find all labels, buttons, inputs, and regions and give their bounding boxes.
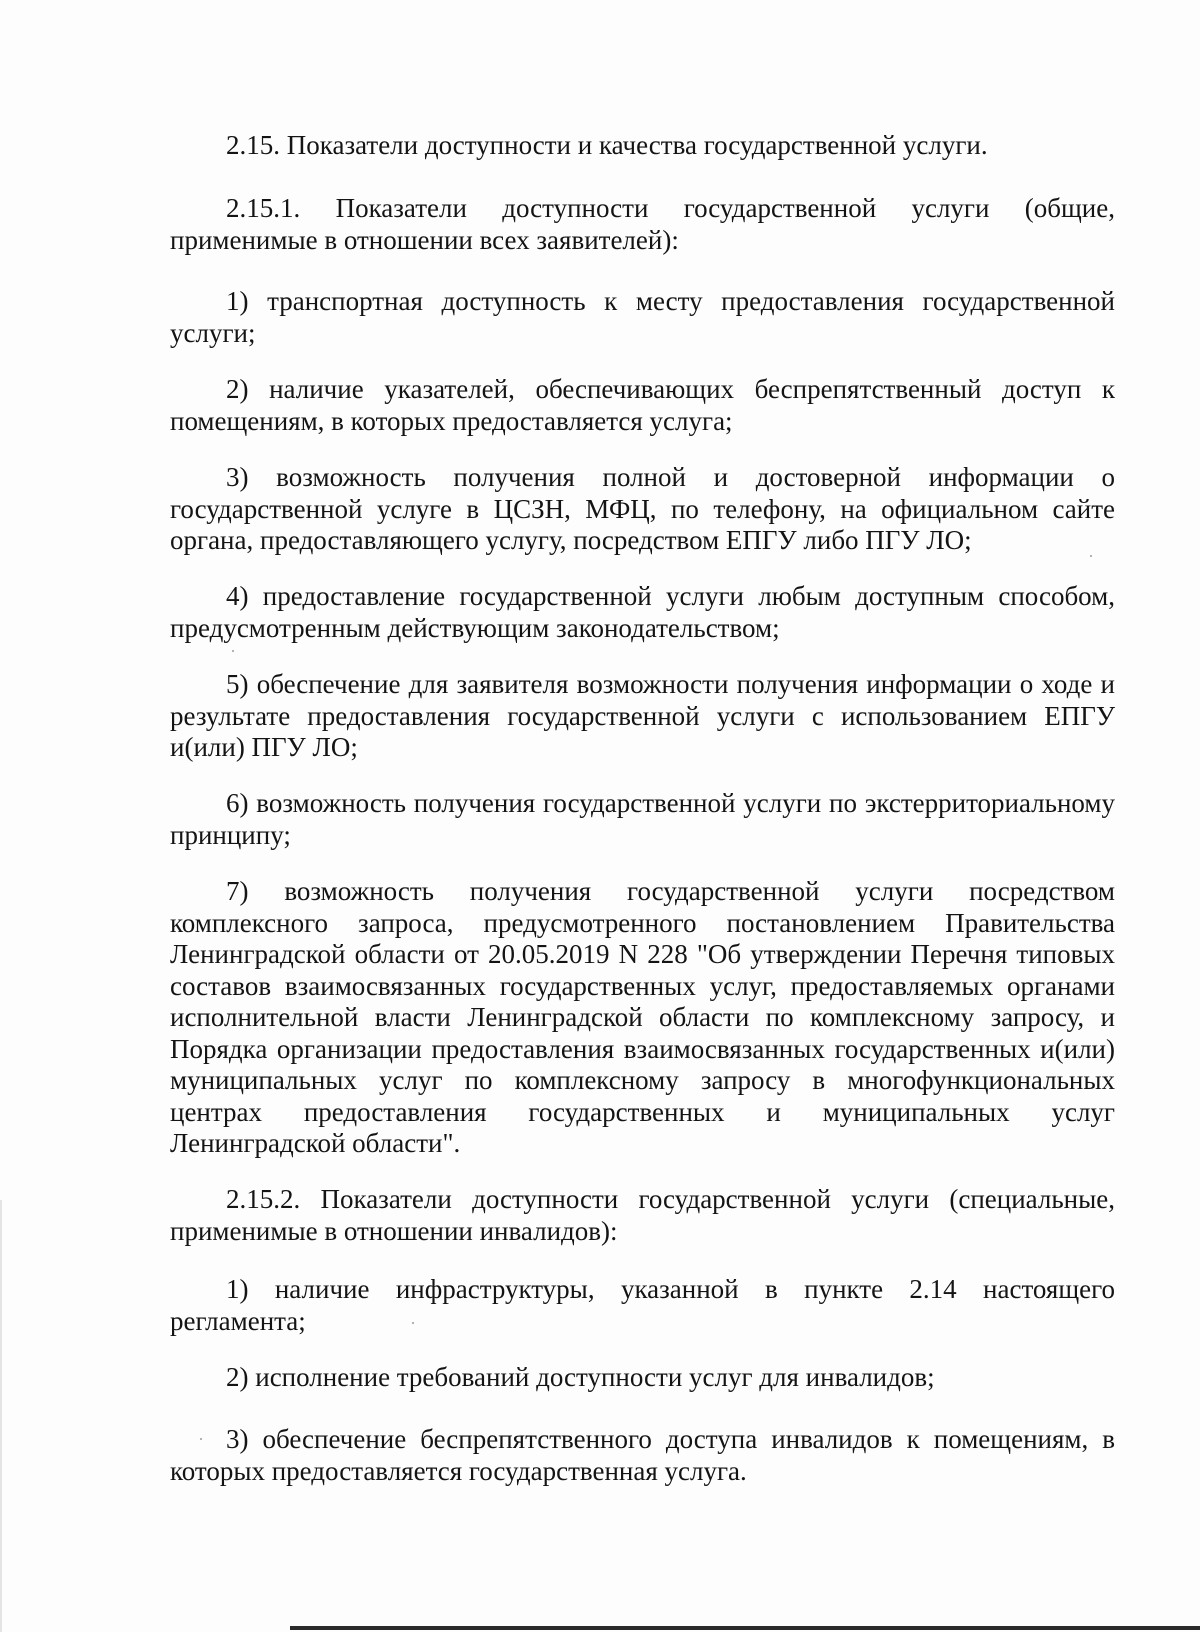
list-item-3-information: 3) возможность получения полной и достоверной информации о государственной услуге в ЦСЗН, МФЦ, по телефону, на официальном сайте органа, предоставляющего услугу, посредством ЕПГУ либо ПГУ ЛО; [170,462,1115,555]
list-item-4-any-method: 4) предоставление государственной услуги любым доступным способом, предусмотренным действующим законодательством; [170,581,1115,643]
scan-speck [1090,555,1092,557]
section-heading-2-15: 2.15. Показатели доступности и качества государственной услуги. [226,130,988,160]
list-item-3-unobstructed-access: 3) обеспечение беспрепятственного доступа инвалидов к помещениям, в которых предоставляется государственная услуга. [170,1424,1115,1486]
subsection-2-15-1: 2.15.1. Показатели доступности государственной услуги (общие, применимые в отношении всех заявителей): [170,193,1115,255]
scan-edge-left [0,1200,2,1632]
list-item-5-progress-info: 5) обеспечение для заявителя возможности получения информации о ходе и результате предоставления государственной услуги с использованием ЕПГУ и(или) ПГУ ЛО; [170,669,1115,762]
scan-speck [412,1322,414,1324]
list-item-2-requirements: 2) исполнение требований доступности услуг для инвалидов; [226,1362,935,1392]
subsection-2-15-2: 2.15.2. Показатели доступности государственной услуги (специальные, применимые в отношении инвалидов): [170,1184,1115,1246]
scan-edge-bottom [290,1626,1200,1630]
list-item-1-infrastructure: 1) наличие инфраструктуры, указанной в пункте 2.14 настоящего регламента; [170,1274,1115,1336]
list-item-2-signs: 2) наличие указателей, обеспечивающих беспрепятственный доступ к помещениям, в которых предоставляется услуга; [170,374,1115,436]
scan-speck [200,1438,202,1440]
list-item-6-extraterritorial: 6) возможность получения государственной услуги по экстерриториальному принципу; [170,788,1115,850]
scan-speck [232,650,234,652]
list-item-1-transport: 1) транспортная доступность к месту предоставления государственной услуги; [170,286,1115,348]
list-item-7-complex-request: 7) возможность получения государственной услуги посредством комплексного запроса, предусмотренного постановлением Правительства Ленинградской области от 20.05.2019 N 228 "Об утверждении Перечня типовых составов взаимосвязанных государственных услуг, предоставляемых органами исполнительной власти Ленинградской области по комплексному запросу, и Порядка организации предоставления взаимосвязанных государственных и(или) муниципальных услуг по комплексному запросу в многофункциональных центрах предоставления государственных и муниципальных услуг Ленинградской области". [170,876,1115,1158]
